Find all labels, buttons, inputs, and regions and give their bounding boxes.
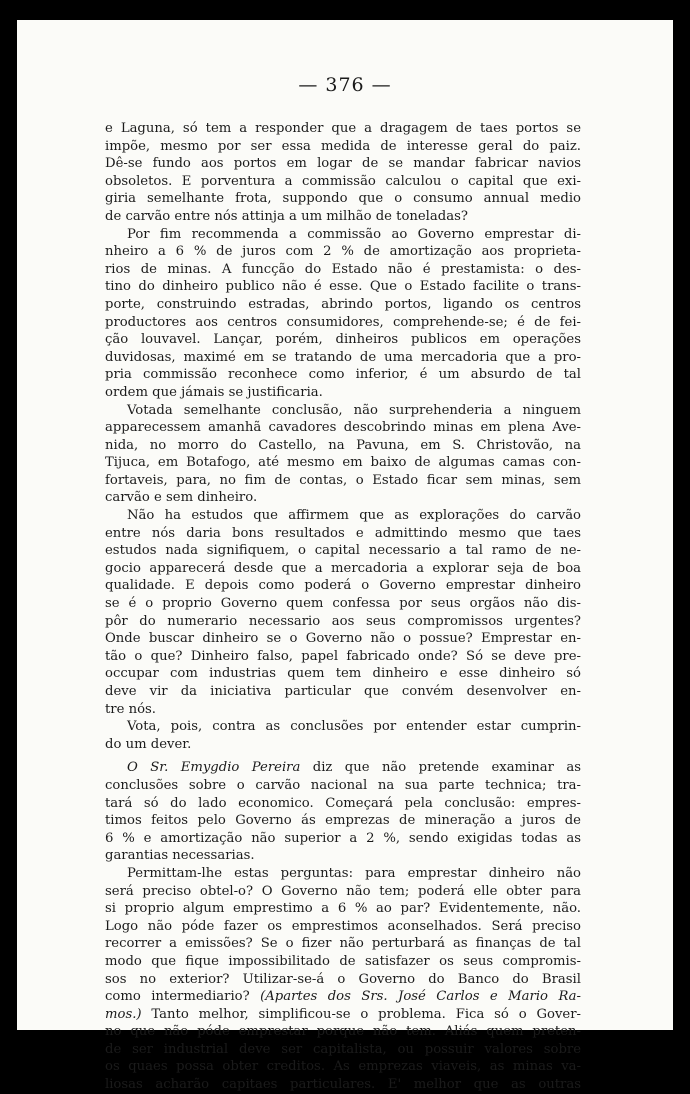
text-line: pria commissão reconhece como inferior, é um absurdo de tal: [105, 367, 581, 383]
text-line: do um dever.: [105, 736, 192, 752]
text-line: Vota, pois, contra as conclusões por entender estar cumprin-: [127, 719, 581, 735]
paragraph: [105, 507, 581, 718]
text-line: productores aos centros consumidores, comprehende-se; é de fei-: [105, 314, 581, 330]
text-line: os quaes possa obter creditos. As emprezas viaveis, as minas va-: [105, 1059, 581, 1075]
text-line: Dê-se fundo aos portos em logar de se mandar fabricar navios: [105, 156, 581, 172]
text-line: carvão e sem dinheiro.: [105, 490, 258, 506]
text-line: Não ha estudos que affirmem que as explorações do carvão: [127, 508, 581, 524]
text-line: Tijuca, em Botafogo, até mesmo em baixo de algumas camas con-: [105, 455, 581, 471]
text-line: sos no exterior? Utilizar-se-á o Governo do Banco do Brasil: [105, 971, 581, 987]
text-line: [105, 988, 581, 1006]
document-page: [17, 20, 673, 1093]
text-line: de ser industrial deve ser capitalista, ou possuir valores sobre: [105, 1041, 581, 1057]
text-line: [105, 759, 581, 777]
text-line: duvidosas, maximé em se tratando de uma mercadoria que a pro-: [105, 349, 581, 365]
text-line: gocio apparecerá desde que a mercadoria a explorar seja de boa: [105, 560, 581, 576]
aparte-note: mos.): [105, 1006, 142, 1022]
text-line: ordem que jámais se justificaria.: [105, 384, 323, 400]
paragraph: [105, 718, 581, 753]
text-line: liosas acharão capitaes particulares. E' melhor que as outras: [105, 1077, 581, 1093]
paragraph: [105, 226, 581, 402]
text-line: fortaveis, para, no fim de contas, o Estado ficar sem minas, sem: [105, 472, 581, 488]
text-line: impõe, mesmo por ser essa medida de interesse geral do paiz.: [105, 138, 581, 154]
text-line: obsoletos. E porventura a commissão calculou o capital que exi-: [105, 173, 581, 189]
aparte-note: (Apartes dos Srs. José Carlos e Mario Ra-: [260, 989, 581, 1005]
text-line: tão o que? Dinheiro falso, papel fabricado onde? Só se deve pre-: [105, 648, 581, 664]
text-line: e Laguna, só tem a responder que a dragagem de taes portos se: [105, 121, 581, 136]
text-fragment: diz que não pretende examinar as: [300, 760, 581, 776]
text-line: tino do dinheiro publico não é esse. Que o Estado facilite o trans-: [105, 279, 581, 295]
paragraph: [105, 120, 581, 226]
text-line: estudos nada signifiquem, o capital necessario a tal ramo de ne-: [105, 543, 581, 559]
page-number: — 376 —: [298, 74, 392, 96]
text-line: Permittam-lhe estas perguntas: para emprestar dinheiro não: [127, 865, 581, 881]
text-line: ção louvavel. Lançar, porém, dinheiros publicos em operações: [105, 332, 581, 348]
text-line: entre nós daria bons resultados e admittindo mesmo que taes: [105, 525, 581, 541]
text-line: se é o proprio Governo quem confessa por seus orgãos não dis-: [105, 596, 581, 612]
text-line: apparecessem amanhã cavadores descobrindo minas em plena Ave-: [105, 420, 581, 436]
text-line: tará só do lado economico. Começará pela conclusão: empres-: [105, 795, 581, 811]
text-line: pôr do numerario necessario aos seus compromissos urgentes?: [105, 613, 581, 629]
text-line: timos feitos pelo Governo ás emprezas de mineração a juros de: [105, 813, 581, 829]
text-line: si proprio algum emprestimo a 6 % ao par? Evidentemente, não.: [105, 901, 581, 917]
text-line: occupar com industrias quem tem dinheiro e esse dinheiro só: [105, 666, 581, 682]
text-line: tre nós.: [105, 701, 156, 717]
text-line: Onde buscar dinheiro se o Governo não o possue? Emprestar en-: [105, 631, 581, 647]
text-line: garantias necessarias.: [105, 848, 255, 864]
text-line: conclusões sobre o carvão nacional na sua parte technica; tra-: [105, 777, 581, 793]
text-line: porte, construindo estradas, abrindo portos, ligando os centros: [105, 296, 581, 312]
text-line: de carvão entre nós attinja a um milhão de toneladas?: [105, 208, 468, 224]
paragraph: [105, 865, 581, 1094]
text-line: será preciso obtel-o? O Governo não tem; poderá elle obter para: [105, 883, 581, 899]
text-line: no que não póde emprestar porque não tem. Aliás quem preten-: [105, 1024, 581, 1040]
text-line: nheiro a 6 % de juros com 2 % de amortização aos proprieta-: [105, 244, 581, 260]
text-line: giria semelhante frota, suppondo que o consumo annual medio: [105, 191, 581, 207]
text-line: 6 % e amortização não superior a 2 %, sendo exigidas todas as: [105, 830, 581, 846]
text-line: Votada semelhante conclusão, não surprehenderia a ninguem: [127, 402, 581, 418]
text-line: Por fim recommenda a commissão ao Governo emprestar di-: [127, 226, 581, 242]
text-fragment: Tanto melhor, simplificou-se o problema. Fica só o Gover-: [141, 1006, 581, 1022]
text-line: recorrer a emissões? Se o fizer não perturbará as finanças de tal: [105, 936, 581, 952]
text-line: Logo não póde fazer os emprestimos aconselhados. Será preciso: [105, 918, 581, 934]
text-line: nida, no morro do Castello, na Pavuna, em S. Christovão, na: [105, 437, 581, 453]
text-line: [105, 1006, 581, 1024]
text-line: modo que fique impossibilitado de satisfazer os seus compromis-: [105, 953, 581, 969]
paragraph: [105, 402, 581, 508]
text-line: qualidade. E depois como poderá o Governo emprestar dinheiro: [105, 578, 581, 594]
text-line: rios de minas. A funcção do Estado não é prestamista: o des-: [105, 261, 581, 277]
paragraph: [105, 759, 581, 865]
text-line: deve vir da iniciativa particular que convém desenvolver en-: [105, 684, 581, 699]
body-text: [105, 120, 581, 1094]
speaker-name: O Sr. Emygdio Pereira: [127, 760, 301, 776]
text-fragment: como intermediario?: [105, 989, 261, 1005]
